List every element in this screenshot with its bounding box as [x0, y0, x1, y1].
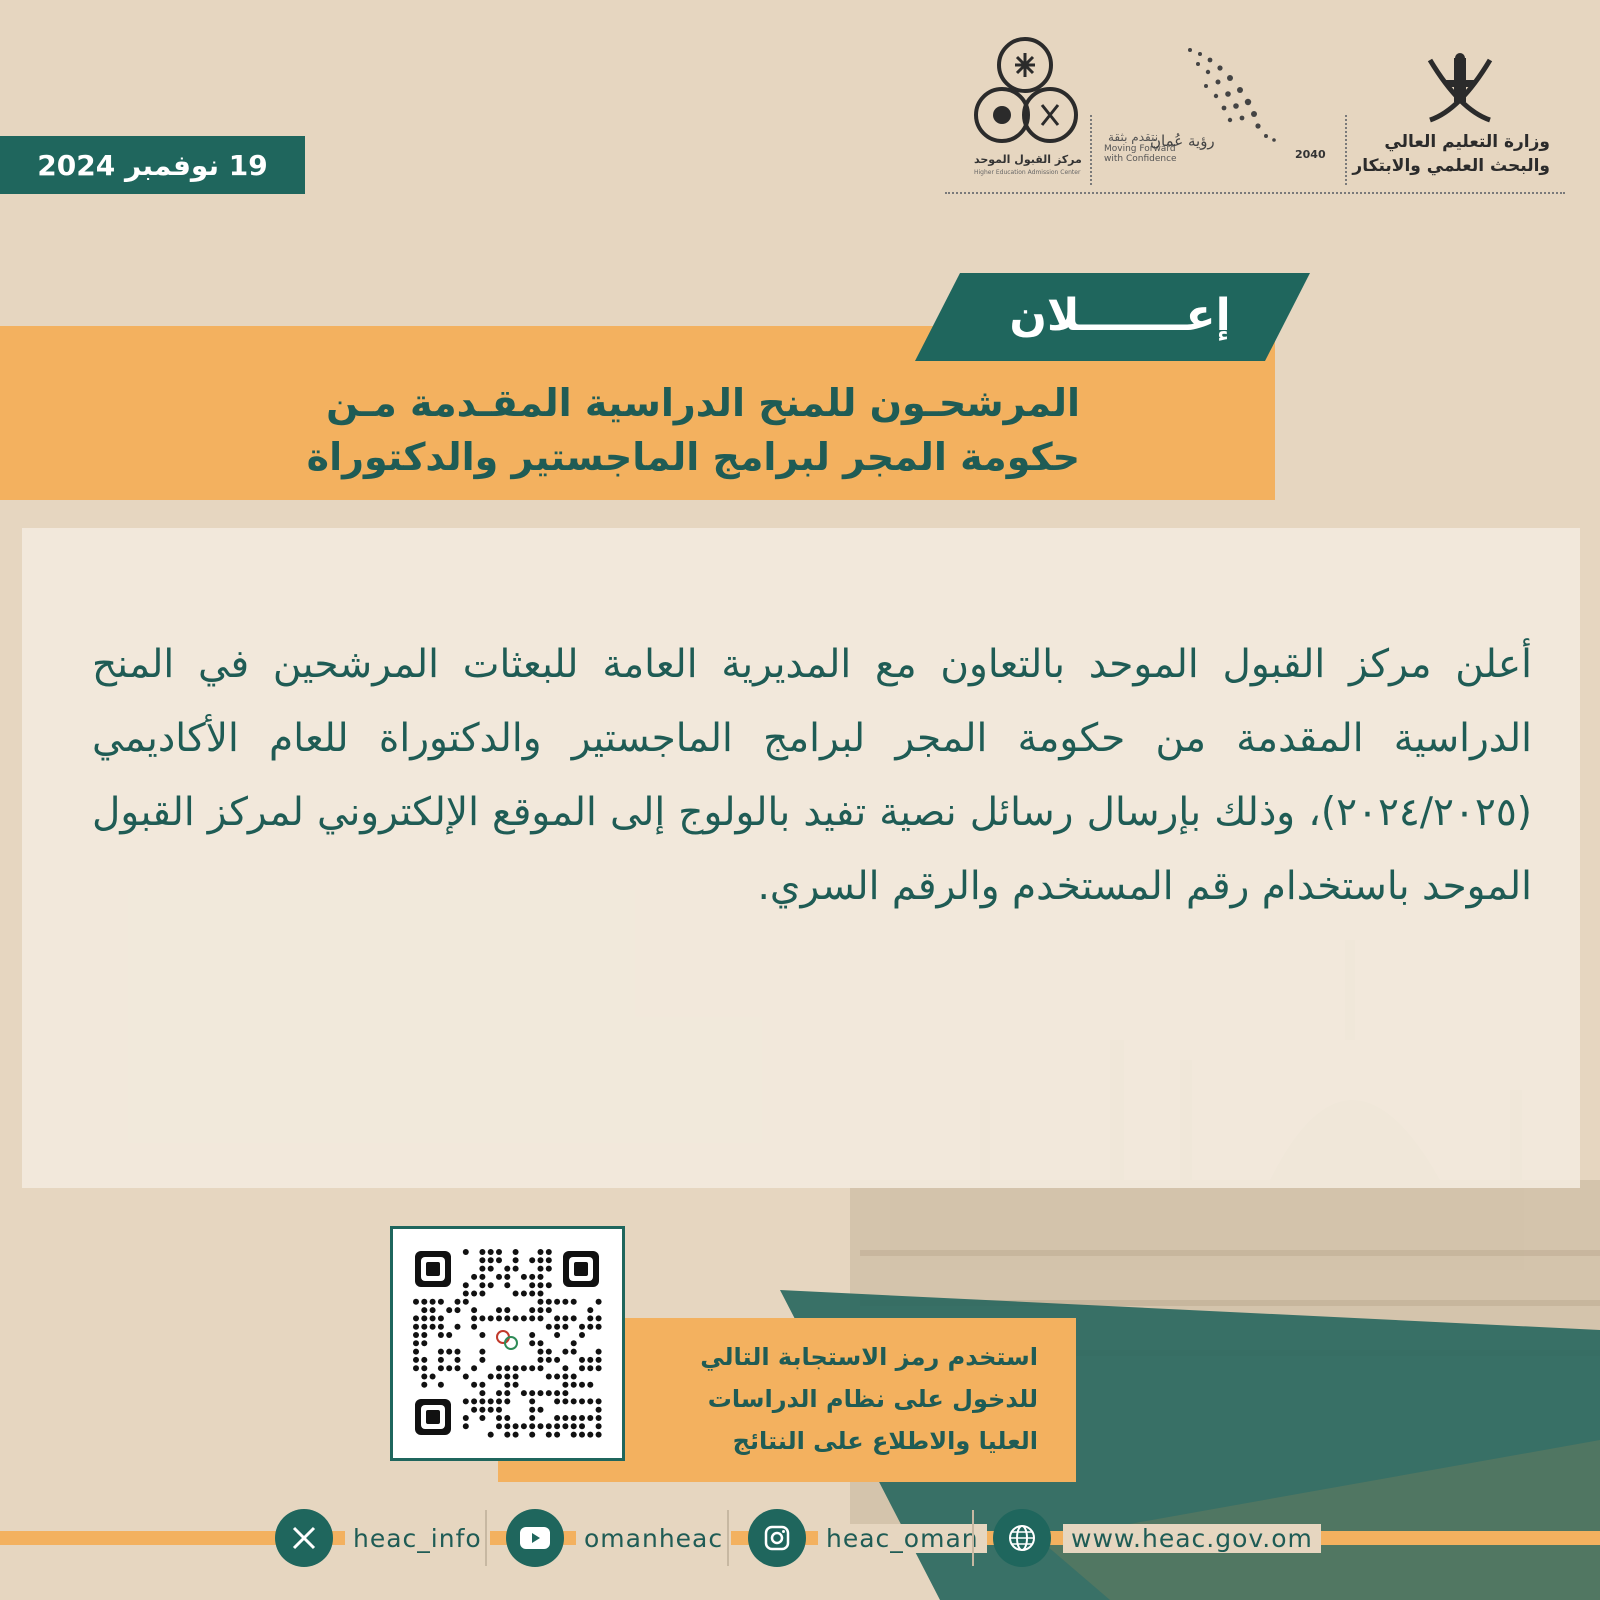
ministry-name-line2: والبحث العلمي والابتكار: [1352, 156, 1550, 176]
qr-module: [421, 1324, 427, 1330]
qr-code-icon: [393, 1229, 622, 1458]
qr-module: [579, 1432, 585, 1438]
qr-module: [529, 1398, 535, 1404]
qr-module: [521, 1365, 527, 1371]
qr-module: [546, 1423, 552, 1429]
qr-module: [463, 1291, 469, 1297]
qr-module: [521, 1274, 527, 1280]
body-panel: [22, 528, 1580, 1188]
qr-module: [421, 1340, 427, 1346]
qr-instructions: [618, 1336, 1038, 1462]
qr-module: [504, 1390, 510, 1396]
qr-module: [488, 1398, 494, 1404]
qr-module: [554, 1357, 560, 1363]
qr-module: [596, 1407, 602, 1413]
qr-module: [571, 1415, 577, 1421]
vision-text-ar: رؤية عُمان: [1150, 132, 1215, 150]
qr-module: [504, 1415, 510, 1421]
qr-module: [546, 1282, 552, 1288]
qr-module: [496, 1423, 502, 1429]
heac-name-ar: مركز القبول الموحد: [974, 153, 1082, 166]
qr-module: [463, 1374, 469, 1380]
qr-module: [438, 1365, 444, 1371]
qr-module: [538, 1315, 544, 1321]
qr-module: [413, 1324, 419, 1330]
qr-module: [496, 1315, 502, 1321]
qr-module: [471, 1407, 477, 1413]
qr-module: [571, 1374, 577, 1380]
qr-module: [562, 1315, 568, 1321]
qr-module: [538, 1291, 544, 1297]
qr-module: [455, 1349, 461, 1355]
oman-emblem-icon: [1420, 50, 1500, 130]
qr-module: [463, 1299, 469, 1305]
qr-module: [554, 1324, 560, 1330]
qr-module: [455, 1307, 461, 1313]
qr-module: [587, 1365, 593, 1371]
qr-module: [521, 1390, 527, 1396]
qr-module: [471, 1291, 477, 1297]
qr-module: [546, 1357, 552, 1363]
footer-separator: [485, 1510, 487, 1566]
qr-module: [562, 1382, 568, 1388]
qr-module: [562, 1423, 568, 1429]
qr-module: [496, 1390, 502, 1396]
qr-module: [496, 1407, 502, 1413]
qr-module: [587, 1307, 593, 1313]
qr-module: [596, 1324, 602, 1330]
qr-module: [546, 1390, 552, 1396]
qr-module: [504, 1382, 510, 1388]
qr-module: [421, 1382, 427, 1388]
instagram-icon: [748, 1509, 806, 1567]
qr-module: [496, 1415, 502, 1421]
qr-module: [504, 1423, 510, 1429]
qr-module: [596, 1432, 602, 1438]
qr-module: [513, 1291, 519, 1297]
qr-module: [554, 1299, 560, 1305]
date-badge: 19 نوفمبر 2024: [0, 136, 305, 194]
qr-module: [538, 1423, 544, 1429]
qr-module: [538, 1407, 544, 1413]
qr-module: [430, 1299, 436, 1305]
qr-module: [513, 1315, 519, 1321]
qr-module: [571, 1340, 577, 1346]
qr-module: [529, 1340, 535, 1346]
qr-module: [488, 1257, 494, 1263]
qr-module: [479, 1291, 485, 1297]
qr-module: [538, 1390, 544, 1396]
qr-module: [446, 1349, 452, 1355]
qr-module: [438, 1332, 444, 1338]
qr-module: [596, 1398, 602, 1404]
qr-module: [529, 1390, 535, 1396]
ministry-name-line1: وزارة التعليم العالي: [1384, 132, 1550, 152]
qr-module: [513, 1249, 519, 1255]
footer-youtube-link[interactable]: [506, 1509, 731, 1567]
vision-year: 2040: [1295, 148, 1326, 161]
ministry-name: [1352, 130, 1550, 178]
header-underline: [945, 192, 1565, 194]
qr-module: [587, 1382, 593, 1388]
qr-module: [538, 1274, 544, 1280]
qr-module: [554, 1423, 560, 1429]
qr-module: [529, 1415, 535, 1421]
qr-module: [546, 1266, 552, 1272]
qr-module: [413, 1365, 419, 1371]
qr-module: [579, 1423, 585, 1429]
qr-module: [455, 1357, 461, 1363]
qr-module: [538, 1249, 544, 1255]
qr-module: [596, 1357, 602, 1363]
qr-module: [521, 1423, 527, 1429]
qr-module: [571, 1432, 577, 1438]
qr-module: [488, 1282, 494, 1288]
qr-module: [571, 1423, 577, 1429]
footer-instagram-link[interactable]: [748, 1509, 987, 1567]
qr-module: [579, 1357, 585, 1363]
qr-module: [455, 1365, 461, 1371]
qr-module: [421, 1315, 427, 1321]
qr-module: [479, 1282, 485, 1288]
instagram-handle: heac_oman: [818, 1524, 987, 1553]
qr-module: [471, 1365, 477, 1371]
qr-module: [488, 1266, 494, 1272]
qr-module: [538, 1365, 544, 1371]
footer-website-link[interactable]: [993, 1509, 1321, 1567]
qr-module: [471, 1315, 477, 1321]
announcement-title: [180, 376, 1080, 484]
globe-icon: [993, 1509, 1051, 1567]
qr-module: [413, 1340, 419, 1346]
qr-module: [513, 1382, 519, 1388]
qr-module: [596, 1415, 602, 1421]
qr-module: [538, 1266, 544, 1272]
qr-module: [562, 1349, 568, 1355]
qr-module: [538, 1340, 544, 1346]
qr-module: [496, 1365, 502, 1371]
qr-module: [438, 1315, 444, 1321]
moving-forward-en: Moving Forward with Confidence: [1104, 144, 1177, 164]
qr-module: [413, 1349, 419, 1355]
qr-module: [430, 1307, 436, 1313]
qr-module: [438, 1349, 444, 1355]
qr-module: [479, 1249, 485, 1255]
qr-module: [562, 1324, 568, 1330]
qr-module: [513, 1365, 519, 1371]
qr-module: [496, 1249, 502, 1255]
announcement-label: إعـــــــلان: [1009, 289, 1231, 341]
qr-module: [488, 1374, 494, 1380]
qr-module: [529, 1274, 535, 1280]
qr-module: [504, 1374, 510, 1380]
qr-module: [529, 1315, 535, 1321]
qr-module: [488, 1249, 494, 1255]
qr-module: [546, 1349, 552, 1355]
qr-module: [479, 1266, 485, 1272]
qr-module: [413, 1299, 419, 1305]
qr-module: [471, 1274, 477, 1280]
qr-module: [496, 1307, 502, 1313]
x-handle: heac_info: [345, 1524, 490, 1553]
qr-module: [479, 1357, 485, 1363]
heac-name-en: Higher Education Admission Center: [974, 169, 1081, 176]
header-logos: [940, 30, 1580, 200]
qr-module: [546, 1374, 552, 1380]
qr-module: [529, 1332, 535, 1338]
qr-module: [446, 1365, 452, 1371]
qr-module: [596, 1423, 602, 1429]
qr-module: [579, 1382, 585, 1388]
qr-module: [463, 1282, 469, 1288]
qr-module: [571, 1299, 577, 1305]
qr-module: [521, 1291, 527, 1297]
qr-module: [538, 1349, 544, 1355]
footer-separator: [727, 1510, 729, 1566]
qr-module: [546, 1299, 552, 1305]
qr-module: [504, 1315, 510, 1321]
qr-module: [471, 1324, 477, 1330]
qr-code[interactable]: [390, 1226, 625, 1461]
qr-module: [430, 1374, 436, 1380]
qr-module: [463, 1249, 469, 1255]
qr-module: [546, 1257, 552, 1263]
qr-module: [562, 1299, 568, 1305]
qr-module: [479, 1407, 485, 1413]
qr-module: [471, 1382, 477, 1388]
qr-module: [496, 1274, 502, 1280]
qr-module: [430, 1324, 436, 1330]
qr-module: [504, 1432, 510, 1438]
qr-module: [579, 1365, 585, 1371]
qr-module: [488, 1432, 494, 1438]
qr-module: [579, 1332, 585, 1338]
qr-module: [513, 1374, 519, 1380]
qr-module: [413, 1315, 419, 1321]
qr-module: [504, 1274, 510, 1280]
qr-module: [479, 1332, 485, 1338]
qr-module: [596, 1349, 602, 1355]
qr-module: [587, 1324, 593, 1330]
qr-module: [504, 1365, 510, 1371]
qr-module: [596, 1365, 602, 1371]
website-url: www.heac.gov.om: [1063, 1524, 1321, 1553]
qr-module: [529, 1407, 535, 1413]
qr-module: [562, 1374, 568, 1380]
qr-module: [496, 1257, 502, 1263]
qr-module: [554, 1315, 560, 1321]
qr-module: [513, 1266, 519, 1272]
qr-module: [438, 1324, 444, 1330]
qr-module: [554, 1390, 560, 1396]
qr-module: [521, 1315, 527, 1321]
qr-module: [438, 1357, 444, 1363]
qr-module: [587, 1357, 593, 1363]
qr-module: [529, 1365, 535, 1371]
qr-module: [496, 1398, 502, 1404]
qr-module: [455, 1324, 461, 1330]
qr-module: [413, 1332, 419, 1338]
qr-module: [513, 1423, 519, 1429]
qr-module: [562, 1398, 568, 1404]
qr-module: [579, 1415, 585, 1421]
announcement-body: أعلن مركز القبول الموحد بالتعاون مع المديرية العامة للبعثات المرشحين في المنح الدراسية المقدمة من حكومة المجر لبرامج الماجستير والدكتوراة للعام الأكاديمي (٢٠٢٤/٢٠٢٥)، وذلك بإرسال رسائل نصية تفيد بالولوج إلى الموقع الإلكتروني لمركز القبول الموحد باستخدام رقم المستخدم والرقم السري.: [92, 642, 1532, 909]
qr-module: [479, 1390, 485, 1396]
qr-module: [546, 1432, 552, 1438]
title-line2: حكومة المجر لبرامج الماجستير والدكتوراة: [306, 435, 1080, 479]
qr-module: [479, 1315, 485, 1321]
qr-line3: العليا والاطلاع على النتائج: [732, 1427, 1038, 1455]
qr-module: [513, 1257, 519, 1263]
qr-module: [538, 1282, 544, 1288]
qr-module: [471, 1307, 477, 1313]
footer-x-link[interactable]: [275, 1509, 490, 1567]
qr-module: [504, 1282, 510, 1288]
qr-module: [479, 1349, 485, 1355]
qr-module: [463, 1415, 469, 1421]
qr-module: [413, 1357, 419, 1363]
qr-module: [587, 1398, 593, 1404]
qr-module: [596, 1315, 602, 1321]
youtube-icon: [506, 1509, 564, 1567]
qr-module: [463, 1398, 469, 1404]
qr-module: [479, 1257, 485, 1263]
qr-module: [546, 1307, 552, 1313]
qr-module: [579, 1324, 585, 1330]
qr-module: [471, 1398, 477, 1404]
qr-module: [479, 1274, 485, 1280]
qr-module: [546, 1249, 552, 1255]
qr-module: [554, 1332, 560, 1338]
qr-module: [488, 1315, 494, 1321]
moving-forward-ar: نتقدم بثقة: [1108, 130, 1159, 144]
qr-module: [571, 1398, 577, 1404]
qr-module: [496, 1374, 502, 1380]
qr-module: [529, 1307, 535, 1313]
qr-module: [554, 1432, 560, 1438]
qr-module: [479, 1382, 485, 1388]
qr-module: [554, 1398, 560, 1404]
qr-module: [579, 1398, 585, 1404]
qr-module: [421, 1299, 427, 1305]
qr-module: [587, 1432, 593, 1438]
logo-divider: [1345, 115, 1347, 185]
qr-module: [438, 1382, 444, 1388]
heac-logo-icon: [970, 35, 1080, 150]
qr-module: [529, 1432, 535, 1438]
qr-module: [421, 1365, 427, 1371]
qr-module: [504, 1398, 510, 1404]
qr-module: [596, 1299, 602, 1305]
qr-module: [529, 1423, 535, 1429]
qr-module: [529, 1282, 535, 1288]
qr-line1: استخدم رمز الاستجابة التالي: [700, 1343, 1038, 1371]
qr-module: [571, 1349, 577, 1355]
qr-module: [446, 1307, 452, 1313]
qr-module: [571, 1315, 577, 1321]
qr-module: [538, 1357, 544, 1363]
qr-module: [446, 1332, 452, 1338]
title-line1: المرشحـون للمنح الدراسية المقـدمة مـن: [326, 381, 1080, 425]
qr-module: [562, 1390, 568, 1396]
qr-module: [538, 1299, 544, 1305]
qr-module: [554, 1374, 560, 1380]
qr-module: [562, 1415, 568, 1421]
qr-module: [529, 1291, 535, 1297]
qr-module: [488, 1407, 494, 1413]
youtube-handle: omanheac: [576, 1524, 731, 1553]
qr-module: [421, 1307, 427, 1313]
logo-divider: [1090, 115, 1092, 185]
qr-module: [538, 1257, 544, 1263]
qr-module: [571, 1382, 577, 1388]
qr-module: [504, 1307, 510, 1313]
qr-module: [546, 1324, 552, 1330]
qr-module: [479, 1415, 485, 1421]
qr-module: [421, 1374, 427, 1380]
qr-module: [438, 1299, 444, 1305]
qr-module: [504, 1266, 510, 1272]
qr-module: [421, 1357, 427, 1363]
qr-module: [587, 1315, 593, 1321]
footer-separator: [972, 1510, 974, 1566]
qr-module: [562, 1365, 568, 1371]
qr-line2: للدخول على نظام الدراسات: [707, 1385, 1038, 1413]
qr-module: [463, 1423, 469, 1429]
qr-module: [421, 1332, 427, 1338]
qr-module: [587, 1415, 593, 1421]
qr-module: [479, 1398, 485, 1404]
qr-module: [529, 1257, 535, 1263]
qr-module: [513, 1432, 519, 1438]
qr-module: [538, 1307, 544, 1313]
x-icon: [275, 1509, 333, 1567]
qr-module: [554, 1415, 560, 1421]
qr-module: [455, 1299, 461, 1305]
qr-module: [430, 1315, 436, 1321]
